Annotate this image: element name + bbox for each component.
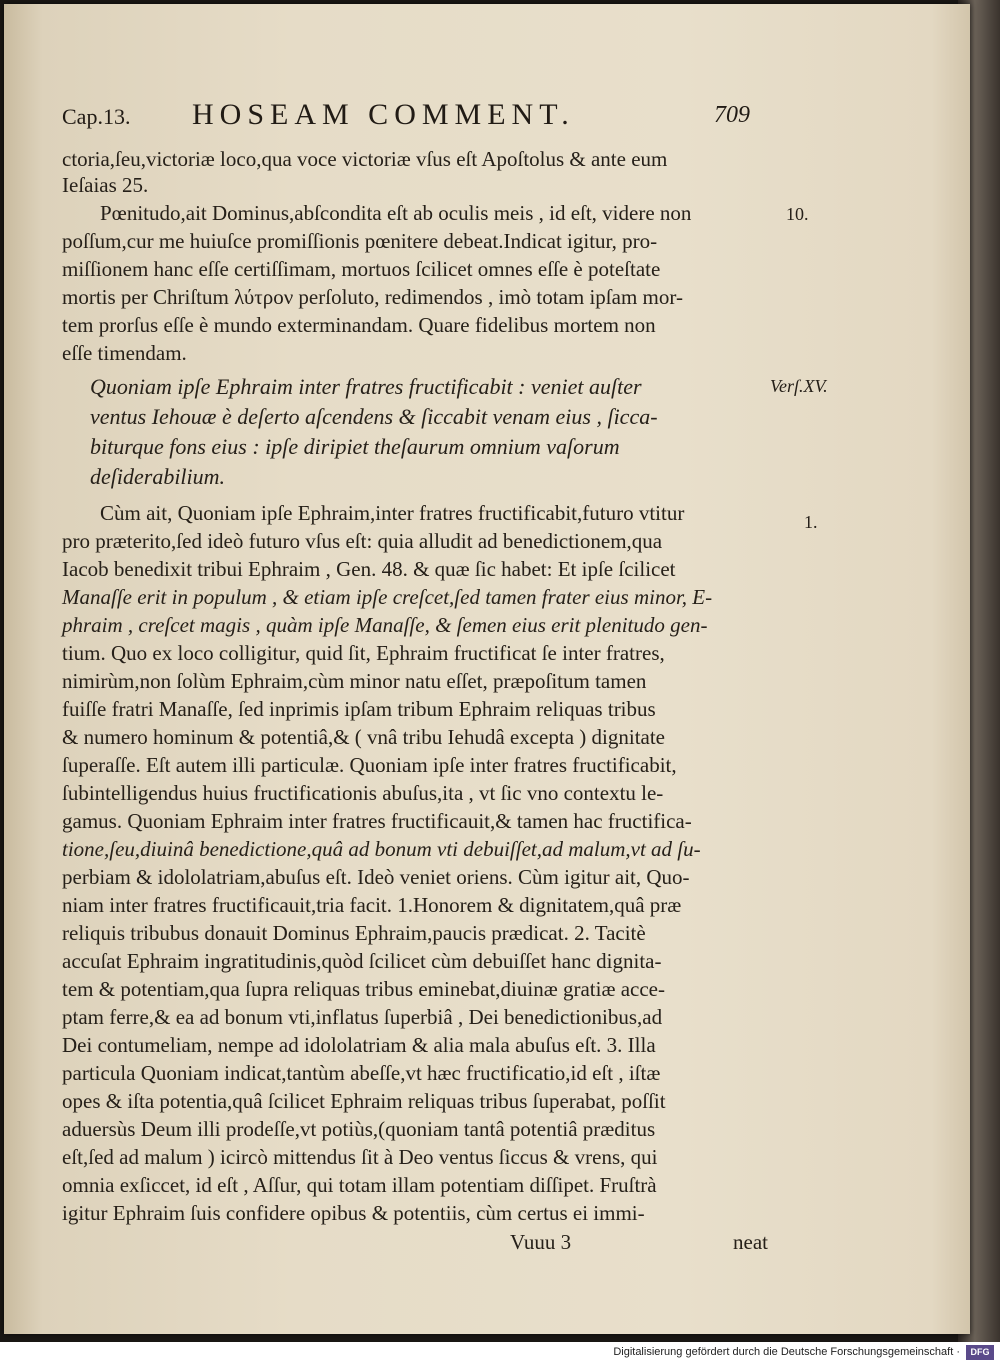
footer-credit: Digitalisierung gefördert durch die Deutsche Forschungsgemeinschaft ·	[613, 1346, 960, 1358]
commentary-line: phraim , creſcet magis , quàm ipſe Manaſſe, & ſemen eius erit plenitudo gen-	[62, 613, 708, 637]
commentary-line: igitur Ephraim ſuis confidere opibus & potentiis, cùm certus ei immi-	[62, 1201, 645, 1225]
margin-note: 1.	[804, 512, 818, 532]
commentary-line: tione,ſeu,diuinâ benedictione,quâ ad bonum vti debuiſſet,ad malum,vt ad ſu-	[62, 837, 701, 861]
body-line: poſſum,cur me huiuſce promiſſionis pœnitere debeat.Indicat igitur, pro-	[62, 229, 658, 253]
page-number: 709	[714, 102, 750, 128]
dfg-logo: DFG	[966, 1345, 994, 1360]
body-line: Ieſaias 25.	[62, 173, 149, 197]
commentary-line: Iacob benedixit tribui Ephraim , Gen. 48. & quæ ſic habet: Et ipſe ſcilicet	[62, 557, 676, 581]
commentary-line: eſt,ſed ad malum ) icircò mittendus ſit à Deo ventus ſiccus & vrens, qui	[62, 1145, 658, 1169]
commentary-line: tem & potentiam,qua ſupra reliquas tribus eminebat,diuinæ gratiæ acce-	[62, 977, 665, 1001]
margin-note: Verſ.XV.	[770, 376, 828, 396]
footer-bar	[0, 1342, 1000, 1364]
margin-note: 10.	[786, 204, 809, 224]
body-line: tem prorſus eſſe è mundo exterminandam. Quare fidelibus mortem non	[62, 313, 656, 337]
commentary-line: opes & iſta potentia,quâ ſcilicet Ephraim reliquas tribus ſuperabat, poſſit	[62, 1089, 666, 1113]
signature-line	[504, 1230, 768, 1258]
book-page	[4, 4, 970, 1334]
commentary-line: perbiam & idololatriam,abuſus eſt. Ideò veniet oriens. Cùm igitur ait, Quo-	[62, 865, 690, 889]
commentary-line: ſuperaſſe. Eſt autem illi particulæ. Quoniam ipſe inter fratres fructificabit,	[62, 753, 677, 777]
body-line: mortis per Chriſtum λύτρον perſoluto, redimendos , imò totam ipſam mor-	[62, 285, 683, 309]
verse-line: biturque fons eius : ipſe diripiet theſaurum omnium vaſorum	[90, 434, 620, 459]
commentary-line: Manaſſe erit in populum , & etiam ipſe creſcet,ſed tamen frater eius minor, E-	[62, 585, 713, 609]
commentary-line: Cùm ait, Quoniam ipſe Ephraim,inter fratres fructificabit,futuro vtitur	[100, 501, 685, 525]
body-line: eſſe timendam.	[62, 341, 187, 365]
running-title: HOSEAM COMMENT.	[192, 98, 575, 131]
body-line: miſſionem hanc eſſe certiſſimam, mortuos ſcilicet omnes eſſe è poteſtate	[62, 257, 661, 281]
commentary-line: & numero hominum & potentiâ,& ( vnâ tribu Iehudâ excepta ) dignitate	[62, 725, 666, 749]
commentary-line: Dei contumeliam, nempe ad idololatriam & alia mala abuſus eſt. 3. Illa	[62, 1033, 656, 1057]
verse-line: deſiderabilium.	[90, 464, 226, 489]
commentary-line: aduersùs Deum illi prodeſſe,vt potiùs,(quoniam tantâ potentiâ præditus	[62, 1117, 656, 1141]
catchword: neat	[733, 1230, 768, 1254]
signature-mark: Vuuu 3	[510, 1230, 572, 1254]
commentary-line: reliquis tribubus donauit Dominus Ephraim,paucis prædicat. 2. Tacitè	[62, 921, 646, 945]
commentary-line: pro præterito,ſed ideò futuro vſus eſt: quia alludit ad benedictionem,qua	[62, 529, 663, 553]
chapter-label: Cap.13.	[62, 104, 131, 129]
running-head	[62, 98, 774, 134]
commentary-line: fuiſſe fratri Manaſſe, ſed inprimis ipſam tribum Ephraim reliquas tribus	[62, 697, 656, 721]
commentary-line: ſubintelligendus huius fructificationis abuſus,ita , vt ſic vno contextu le-	[62, 781, 664, 805]
commentary-line: nimirùm,non ſolùm Ephraim,cùm minor natu eſſet, præpoſitum tamen	[62, 669, 647, 693]
commentary-line: accuſat Ephraim ingratitudinis,quòd ſcilicet cùm debuiſſet hanc dignita-	[62, 949, 662, 973]
commentary-line: particula Quoniam indicat,tantùm abeſſe,vt hæc fructificatio,id eſt , iſtæ	[62, 1061, 661, 1085]
commentary-line: tium. Quo ex loco colligitur, quid ſit, Ephraim fructificat ſe inter fratres,	[62, 641, 665, 665]
verse-line: ventus Iehouæ è deſerto aſcendens & ſiccabit venam eius , ſicca-	[90, 404, 658, 429]
body-line: ctoria,ſeu,victoriæ loco,qua voce victoriæ vſus eſt Apoſtolus & ante eum	[62, 147, 668, 171]
verse-line: Quoniam ipſe Ephraim inter fratres fructificabit : veniet auſter	[90, 374, 642, 399]
commentary-line: omnia exſiccet, id eſt , Aſſur, qui totam illam potentiam diſſipet. Fruſtrà	[62, 1173, 657, 1197]
commentary-line: gamus. Quoniam Ephraim inter fratres fructificauit,& tamen hac fructifica-	[62, 809, 692, 833]
body-line: Pœnitudo,ait Dominus,abſcondita eſt ab oculis meis , id eſt, videre non	[100, 201, 692, 225]
commentary-line: ptam ferre,& ea ad bonum vti,inflatus ſuperbiâ , Dei benedictionibus,ad	[62, 1005, 663, 1029]
commentary-line: niam inter fratres fructificauit,tria facit. 1.Honorem & dignitatem,quâ præ	[62, 893, 682, 917]
